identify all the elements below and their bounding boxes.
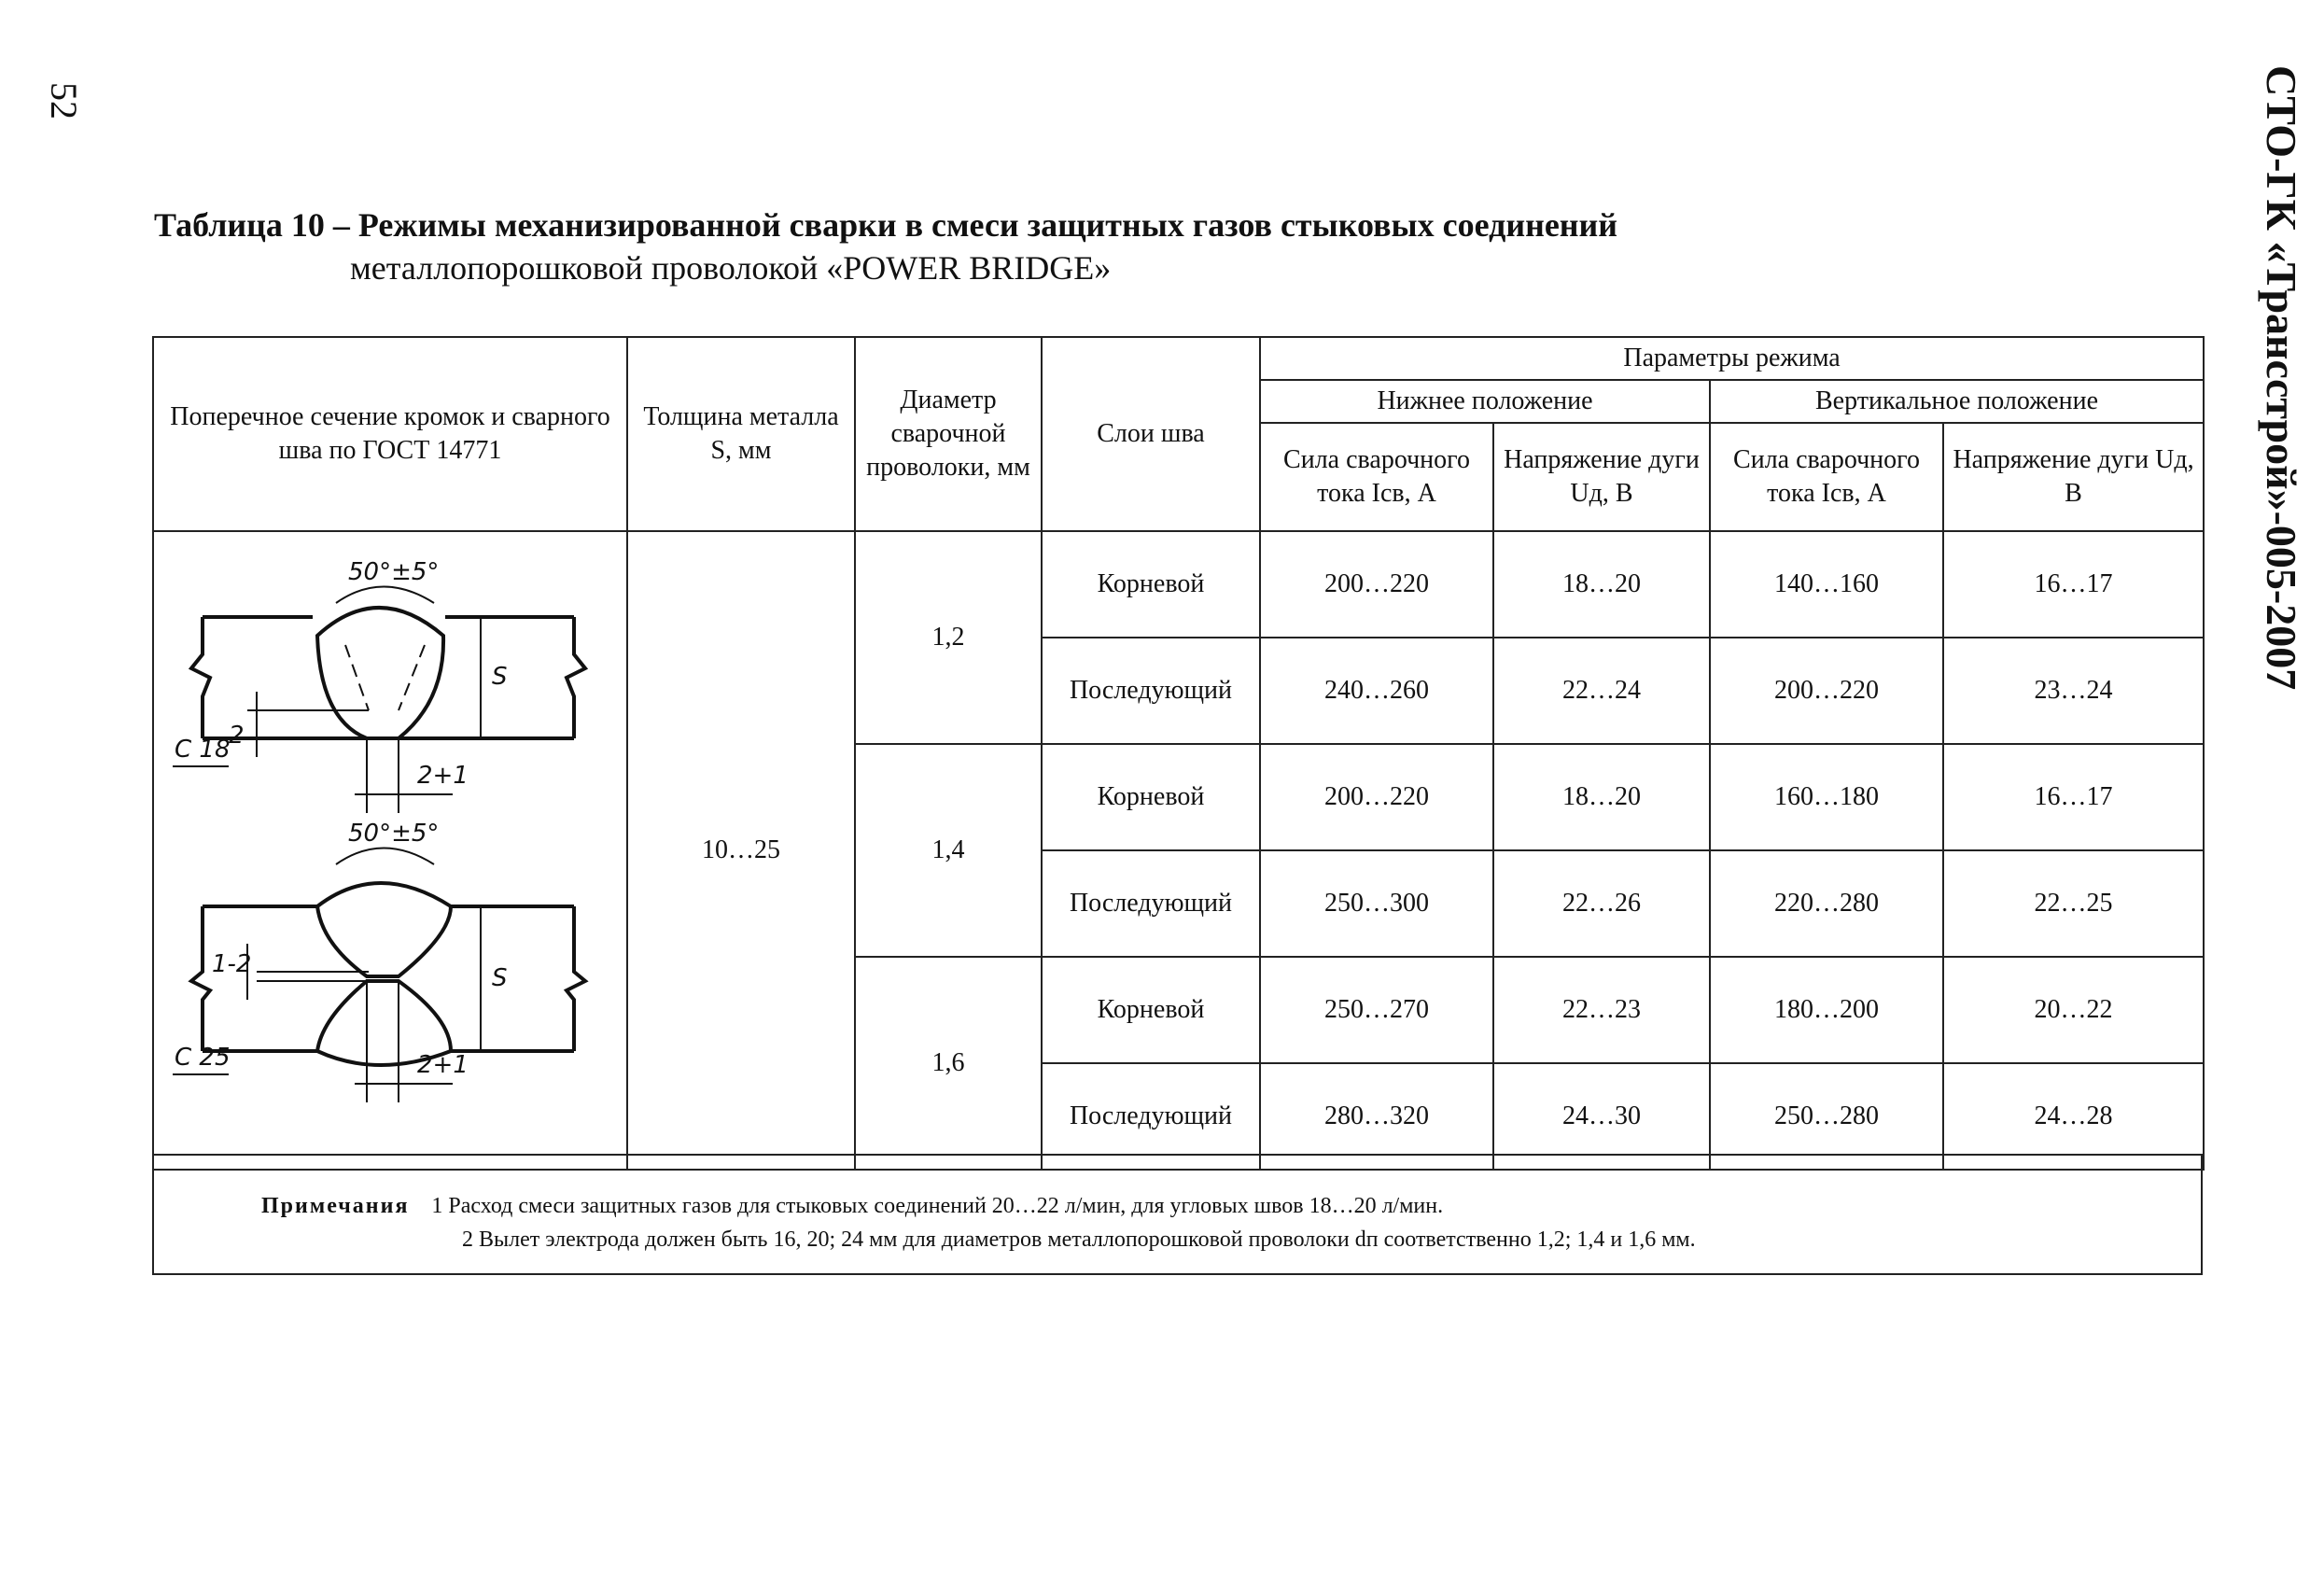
header-vertical-current: Сила сварочного тока Iсв, А: [1710, 423, 1943, 531]
page-number: 52: [43, 82, 85, 119]
bottom-joint-label: С 25: [175, 1044, 231, 1072]
vertical-current-cell: 160…180: [1710, 744, 1943, 850]
caption-line-1: Таблица 10 – Режимы механизированной сварки в смеси защитных газов стыковых соединений: [154, 206, 1618, 244]
header-vertical-voltage: Напряжение дуги Uд, В: [1943, 423, 2204, 531]
header-params: Параметры режима: [1260, 337, 2204, 380]
diameter-cell: 1,2: [855, 531, 1042, 744]
header-lower-current: Сила сварочного тока Iсв, А: [1260, 423, 1493, 531]
lower-current-cell: 250…300: [1260, 850, 1493, 957]
table-caption: [154, 203, 1617, 289]
lower-voltage-cell: 22…26: [1493, 850, 1710, 957]
document-code: СТО-ГК «Трансстрой»-005-2007: [2258, 65, 2305, 691]
vertical-voltage-cell: 16…17: [1943, 531, 2204, 638]
layer-cell: Последующий: [1042, 638, 1260, 744]
lower-voltage-cell: 18…20: [1493, 744, 1710, 850]
vertical-current-cell: 250…280: [1710, 1063, 1943, 1170]
top-thickness-mark: S: [492, 663, 508, 691]
diameter-cell: 1,4: [855, 744, 1042, 957]
notes-box: [152, 1154, 2203, 1275]
layer-cell: Корневой: [1042, 957, 1260, 1063]
vertical-current-cell: 140…160: [1710, 531, 1943, 638]
vertical-voltage-cell: 23…24: [1943, 638, 2204, 744]
header-lower-voltage: Напряжение дуги Uд, В: [1493, 423, 1710, 531]
note-1: [261, 1189, 1443, 1223]
bottom-gap-label: 2+1: [417, 1051, 469, 1079]
bottom-root-label: 1-2: [212, 950, 252, 978]
header-vertical-position: Вертикальное положение: [1710, 380, 2204, 423]
vertical-voltage-cell: 16…17: [1943, 744, 2204, 850]
note-1-text: 1 Расход смеси защитных газов для стыковых соединений 20…22 л/мин, для угловых швов 18…20 л/мин.: [431, 1194, 1444, 1218]
header-layers: Слои шва: [1042, 337, 1260, 531]
vertical-voltage-cell: 24…28: [1943, 1063, 2204, 1170]
header-lower-position: Нижнее положение: [1260, 380, 1710, 423]
thickness-value: 10…25: [627, 531, 855, 1170]
lower-voltage-cell: 24…30: [1493, 1063, 1710, 1170]
vertical-voltage-cell: 20…22: [1943, 957, 2204, 1063]
note-2: 2 Вылет электрода должен быть 16, 20; 24 мм для диаметров металлопорошковой проволоки dп соответственно 1,2; 1,4 и 1,6 мм.: [462, 1227, 1696, 1252]
layer-cell: Последующий: [1042, 1063, 1260, 1170]
lower-current-cell: 240…260: [1260, 638, 1493, 744]
layer-cell: Последующий: [1042, 850, 1260, 957]
lower-current-cell: 200…220: [1260, 744, 1493, 850]
vertical-current-cell: 200…220: [1710, 638, 1943, 744]
diameter-cell: 1,6: [855, 957, 1042, 1170]
layer-cell: Корневой: [1042, 531, 1260, 638]
lower-voltage-cell: 22…23: [1493, 957, 1710, 1063]
lower-voltage-cell: 18…20: [1493, 531, 1710, 638]
header-section: Поперечное сечение кромок и сварного шва по ГОСТ 14771: [153, 337, 627, 531]
lower-current-cell: 200…220: [1260, 531, 1493, 638]
weld-section-diagram: [153, 531, 627, 1170]
bottom-thickness-mark: S: [492, 964, 508, 992]
header-diameter: Диаметр сварочной проволоки, мм: [855, 337, 1042, 531]
caption-line-2: металлопорошковой проволокой «POWER BRIDGE»: [350, 249, 1112, 287]
vertical-voltage-cell: 22…25: [1943, 850, 2204, 957]
top-gap-label: 2+1: [417, 762, 469, 790]
top-joint-label: С 18: [175, 736, 231, 764]
header-thickness: Толщина металла S, мм: [627, 337, 855, 531]
lower-current-cell: 250…270: [1260, 957, 1493, 1063]
weld-joint-drawings: [154, 533, 624, 1168]
lower-voltage-cell: 22…24: [1493, 638, 1710, 744]
notes-title: Примечания: [261, 1194, 410, 1218]
vertical-current-cell: 220…280: [1710, 850, 1943, 957]
top-angle-label: 50°±5°: [348, 558, 440, 586]
top-root-label: 2: [229, 722, 245, 750]
vertical-current-cell: 180…200: [1710, 957, 1943, 1063]
bottom-angle-label: 50°±5°: [348, 820, 440, 848]
layer-cell: Корневой: [1042, 744, 1260, 850]
table-row: [153, 531, 2204, 638]
lower-current-cell: 280…320: [1260, 1063, 1493, 1170]
welding-modes-table: [152, 336, 2205, 1171]
